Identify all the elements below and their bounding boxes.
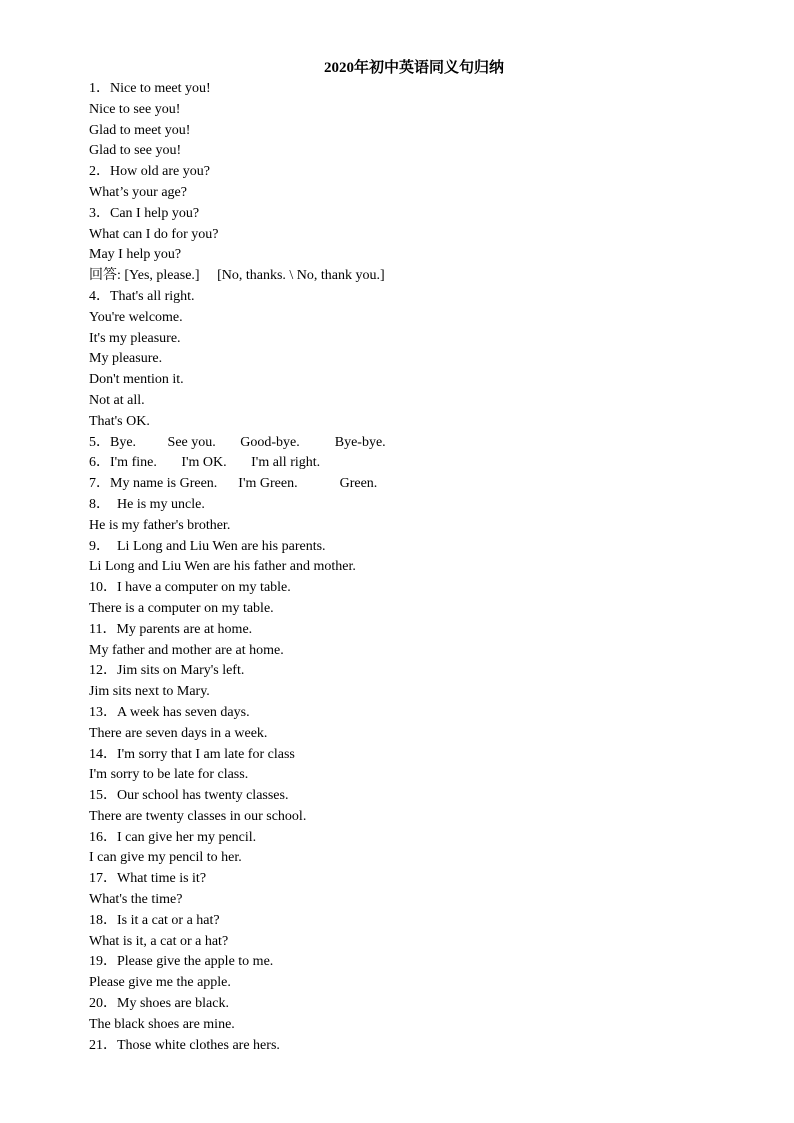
text-line: That's OK. (89, 413, 150, 429)
text-line: 回答: [Yes, please.] [No, thanks. \ No, thank you.] (89, 268, 385, 284)
text-line: There are seven days in a week. (89, 725, 268, 741)
page-title: 2020年初中英语同义句归纳 (323, 60, 504, 76)
text-line: 11．My parents are at home. (89, 621, 253, 637)
text-line: 6．I'm fine. I'm OK. I'm all right. (89, 455, 321, 471)
text-line: 12．Jim sits on Mary's left. (89, 663, 245, 679)
text-line: I can give my pencil to her. (89, 850, 242, 866)
text-line: 19．Please give the apple to me. (89, 954, 274, 970)
text-line: 3．Can I help you? (89, 205, 200, 221)
text-line: 14．I'm sorry that I am late for class (89, 746, 295, 762)
text-line: Glad to see you! (89, 143, 182, 159)
sentence-list (89, 79, 769, 1056)
text-line: 8． He is my uncle. (89, 496, 205, 512)
text-line: 4．That's all right. (89, 288, 195, 304)
text-line: My father and mother are at home. (89, 642, 284, 658)
text-line: 15．Our school has twenty classes. (89, 788, 289, 804)
text-line: You're welcome. (89, 309, 183, 325)
text-line: 7．My name is Green. I'm Green. Green. (89, 476, 378, 492)
text-line: 18．Is it a cat or a hat? (89, 912, 220, 928)
text-line: 21．Those white clothes are hers. (89, 1037, 280, 1053)
text-line: There is a computer on my table. (89, 600, 274, 616)
text-line: Not at all. (89, 392, 145, 408)
text-line: The black shoes are mine. (89, 1016, 235, 1032)
text-line: Glad to meet you! (89, 122, 191, 138)
text-line: Don't mention it. (89, 372, 184, 388)
text-line: What is it, a cat or a hat? (89, 933, 229, 949)
text-line: What can I do for you? (89, 226, 219, 242)
text-line: Jim sits next to Mary. (89, 684, 210, 700)
text-line: It's my pleasure. (89, 330, 181, 346)
text-line: 2．How old are you? (89, 164, 210, 180)
text-line: Li Long and Liu Wen are his father and mother. (89, 559, 356, 575)
text-line: What's the time? (89, 892, 183, 908)
text-line: I'm sorry to be late for class. (89, 767, 249, 783)
text-line: May I help you? (89, 247, 182, 263)
text-line: 5．Bye. See you. Good-bye. Bye-bye. (89, 434, 386, 450)
text-line: 9． Li Long and Liu Wen are his parents. (89, 538, 326, 554)
text-line: 16．I can give her my pencil. (89, 829, 257, 845)
text-line: There are twenty classes in our school. (89, 808, 307, 824)
text-line: Nice to see you! (89, 101, 181, 117)
text-line: He is my father's brother. (89, 517, 231, 533)
text-line: 1．Nice to meet you! (89, 81, 211, 96)
text-line: What’s your age? (89, 184, 187, 200)
text-line: Please give me the apple. (89, 975, 231, 991)
text-line: My pleasure. (89, 351, 163, 367)
text-line: 10．I have a computer on my table. (89, 580, 291, 596)
text-line: 20．My shoes are black. (89, 996, 229, 1012)
text-line: 17．What time is it? (89, 871, 207, 887)
text-line: 13．A week has seven days. (89, 704, 250, 720)
